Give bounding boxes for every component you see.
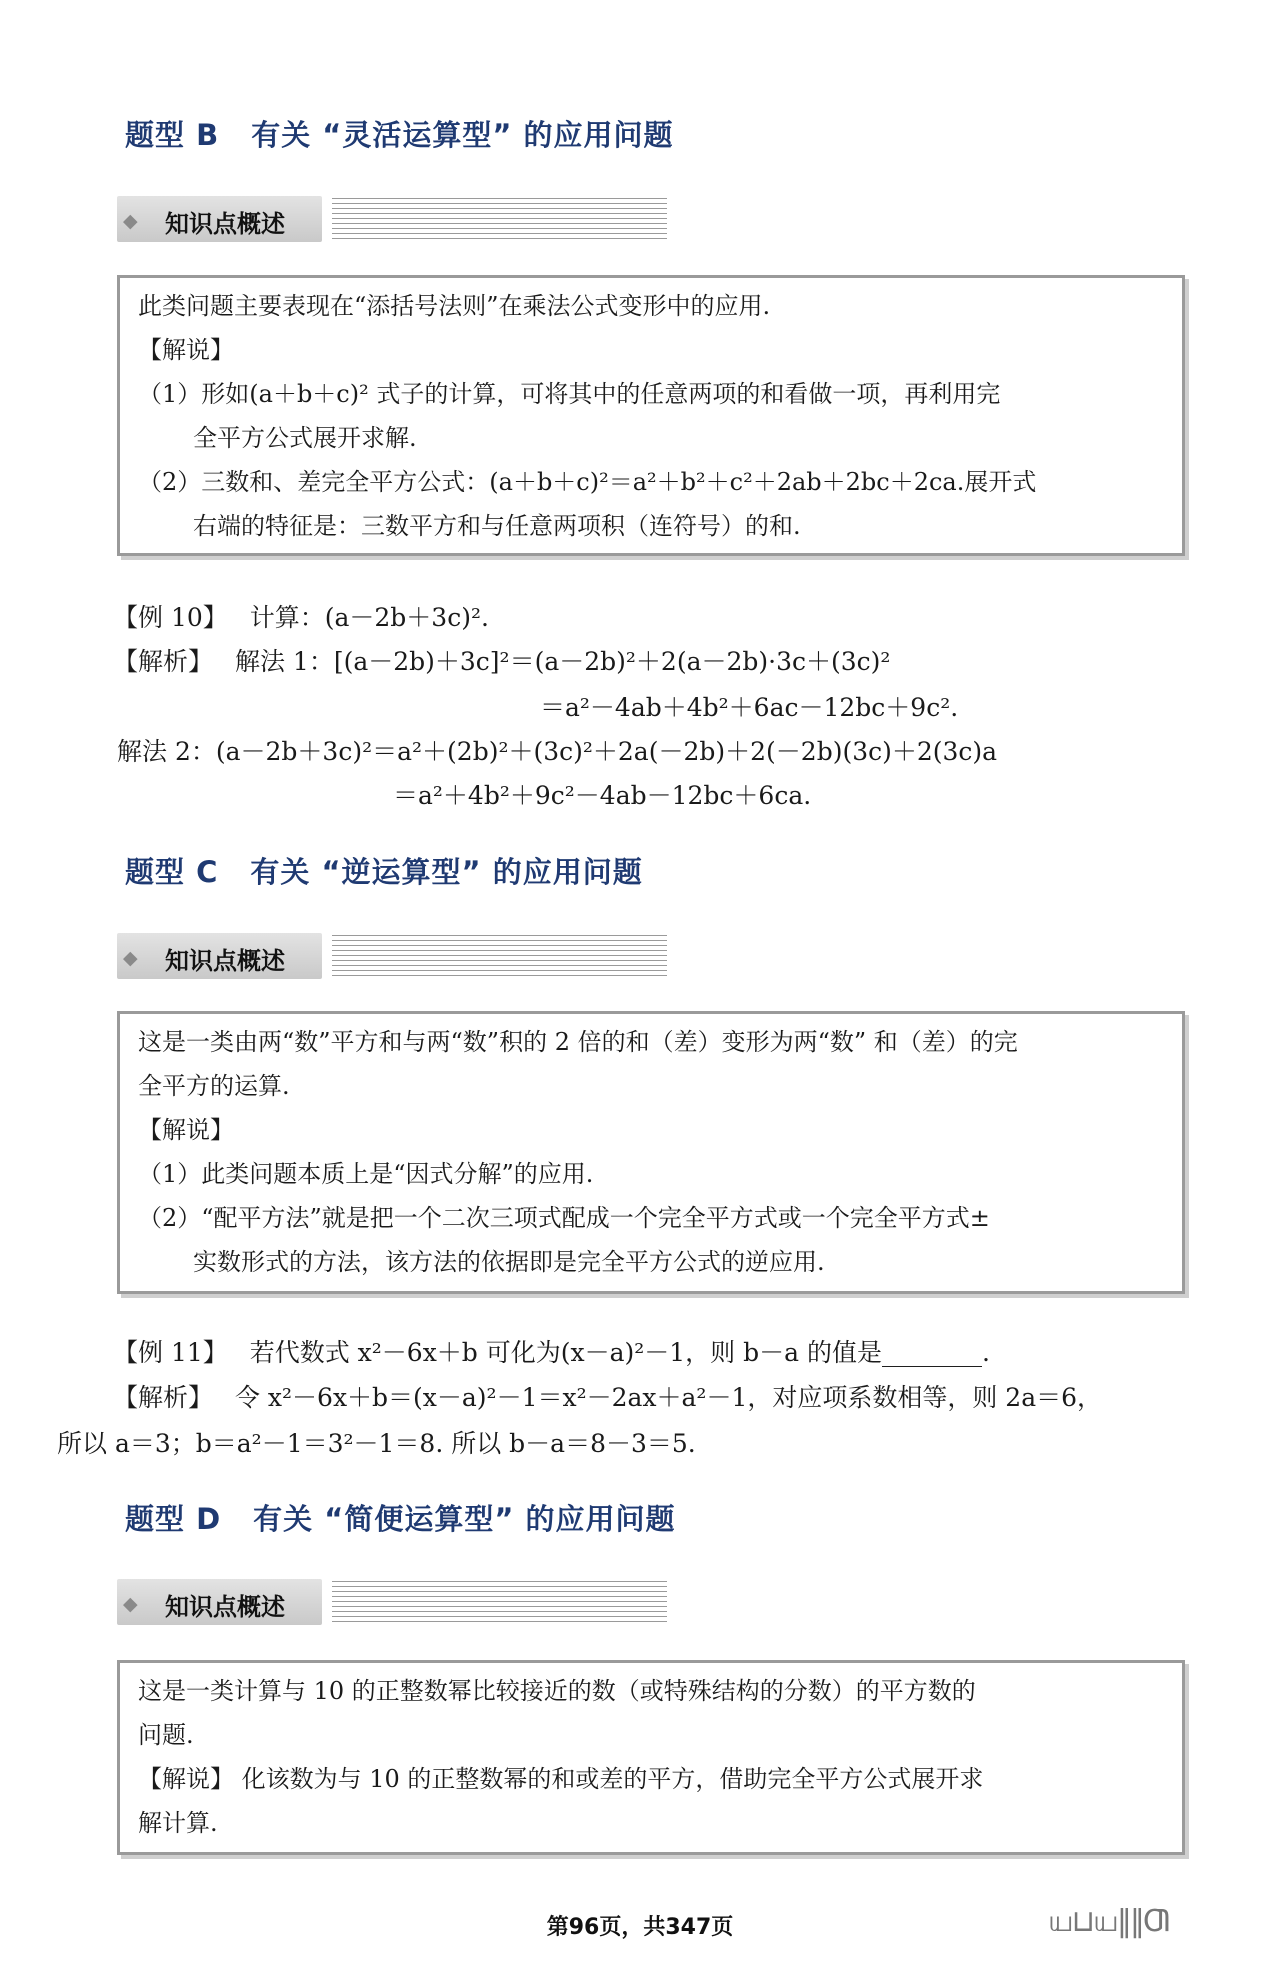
knowledge-label: 知识点概述 [165, 947, 285, 975]
example-label: 【例 10】 [113, 603, 228, 632]
solution-line: 解法 2：(a－2b＋3c)²＝a²＋(2b)²＋(3c)²＋2a(－2b)＋2(－2b)(3c)＋2(3c)a [117, 737, 998, 766]
solution-line: ＝a²＋4b²＋9c²－4ab－12bc＋6ca. [393, 781, 812, 810]
analysis-label: 【解析】 [113, 647, 214, 676]
section-d-heading [117, 1497, 675, 1538]
knowledge-bar [117, 196, 669, 244]
knowledge-label: 知识点概述 [165, 1593, 285, 1621]
example-10-question [113, 598, 489, 634]
diamond-icon: ◆ [123, 947, 138, 969]
knowledge-box [117, 1011, 1185, 1294]
knowledge-label: 知识点概述 [165, 210, 285, 238]
knowledge-box [117, 275, 1185, 556]
section-title: 有关 “简便运算型” 的应用问题 [253, 1502, 676, 1536]
page-number: 第96页，共347页 [546, 1915, 734, 1940]
section-b-heading [117, 113, 674, 154]
box-line: 这是一类计算与 10 的正整数幂比较接近的数（或特殊结构的分数）的平方数的 [138, 1677, 976, 1705]
watermark-logo: ய⊔ய‖‖Ƣ [1048, 1904, 1170, 1939]
example-10-analysis [113, 642, 890, 678]
section-code: 题型 C [125, 855, 219, 889]
box-line: 右端的特征是：三数平方和与任意两项积（连符号）的和. [193, 512, 801, 540]
box-line: （1）此类问题本质上是“因式分解”的应用. [138, 1160, 594, 1188]
example-label: 【例 11】 [113, 1338, 228, 1367]
question-text: 计算：(a－2b＋3c)². [249, 603, 489, 632]
section-title: 有关 “逆运算型” 的应用问题 [250, 855, 643, 889]
section-code: 题型 B [125, 118, 220, 152]
box-line: 实数形式的方法，该方法的依据即是完全平方公式的逆应用. [193, 1248, 825, 1276]
example-11-analysis [113, 1378, 1102, 1414]
analysis-label: 【解析】 [113, 1383, 214, 1412]
solution-line: ＝a²－4ab＋4b²＋6ac－12bc＋9c². [540, 693, 959, 722]
box-line: 【解说】 [138, 1116, 234, 1144]
box-line: 【解说】 化该数为与 10 的正整数幂的和或差的平方，借助完全平方公式展开求 [138, 1765, 984, 1793]
section-code: 题型 D [125, 1502, 222, 1536]
box-line: 全平方公式展开求解. [193, 424, 417, 452]
box-line: 此类问题主要表现在“添括号法则”在乘法公式变形中的应用. [138, 292, 771, 320]
box-line: 这是一类由两“数”平方和与两“数”积的 2 倍的和（差）变形为两“数” 和（差）的完 [138, 1028, 1018, 1056]
box-line: （1）形如(a＋b＋c)² 式子的计算，可将其中的任意两项的和看做一项，再利用完 [138, 380, 1001, 408]
box-line: （2）“配平方法”就是把一个二次三项式配成一个完全平方式或一个完全平方式± [138, 1204, 990, 1232]
solution-line: 所以 a＝3；b＝a²－1＝3²－1＝8. 所以 b－a＝8－3＝5. [57, 1429, 696, 1458]
solution-line: 令 x²－6x＋b＝(x－a)²－1＝x²－2ax＋a²－1，对应项系数相等，则 2a＝6， [234, 1383, 1103, 1412]
ruled-lines [332, 198, 667, 242]
question-text: 若代数式 x²－6x＋b 可化为(x－a)²－1，则 b－a 的值是________. [249, 1338, 990, 1367]
box-line: 解计算. [138, 1809, 218, 1837]
diamond-icon: ◆ [123, 1593, 138, 1615]
section-title: 有关 “灵活运算型” 的应用问题 [251, 118, 674, 152]
box-line: 【解说】 [138, 336, 234, 364]
knowledge-bar [117, 1579, 669, 1627]
knowledge-box [117, 1660, 1185, 1855]
ruled-lines [332, 935, 667, 979]
section-c-heading [117, 850, 643, 891]
ruled-lines [332, 1581, 667, 1625]
knowledge-bar [117, 933, 669, 981]
example-11-question [113, 1333, 990, 1369]
box-line: 全平方的运算. [138, 1072, 290, 1100]
solution-line: 解法 1：[(a－2b)＋3c]²＝(a－2b)²＋2(a－2b)·3c＋(3c)² [234, 647, 891, 676]
box-line: 问题. [138, 1721, 194, 1749]
diamond-icon: ◆ [123, 210, 138, 232]
box-line: （2）三数和、差完全平方公式：(a＋b＋c)²＝a²＋b²＋c²＋2ab＋2bc＋2ca.展开式 [138, 468, 1037, 496]
